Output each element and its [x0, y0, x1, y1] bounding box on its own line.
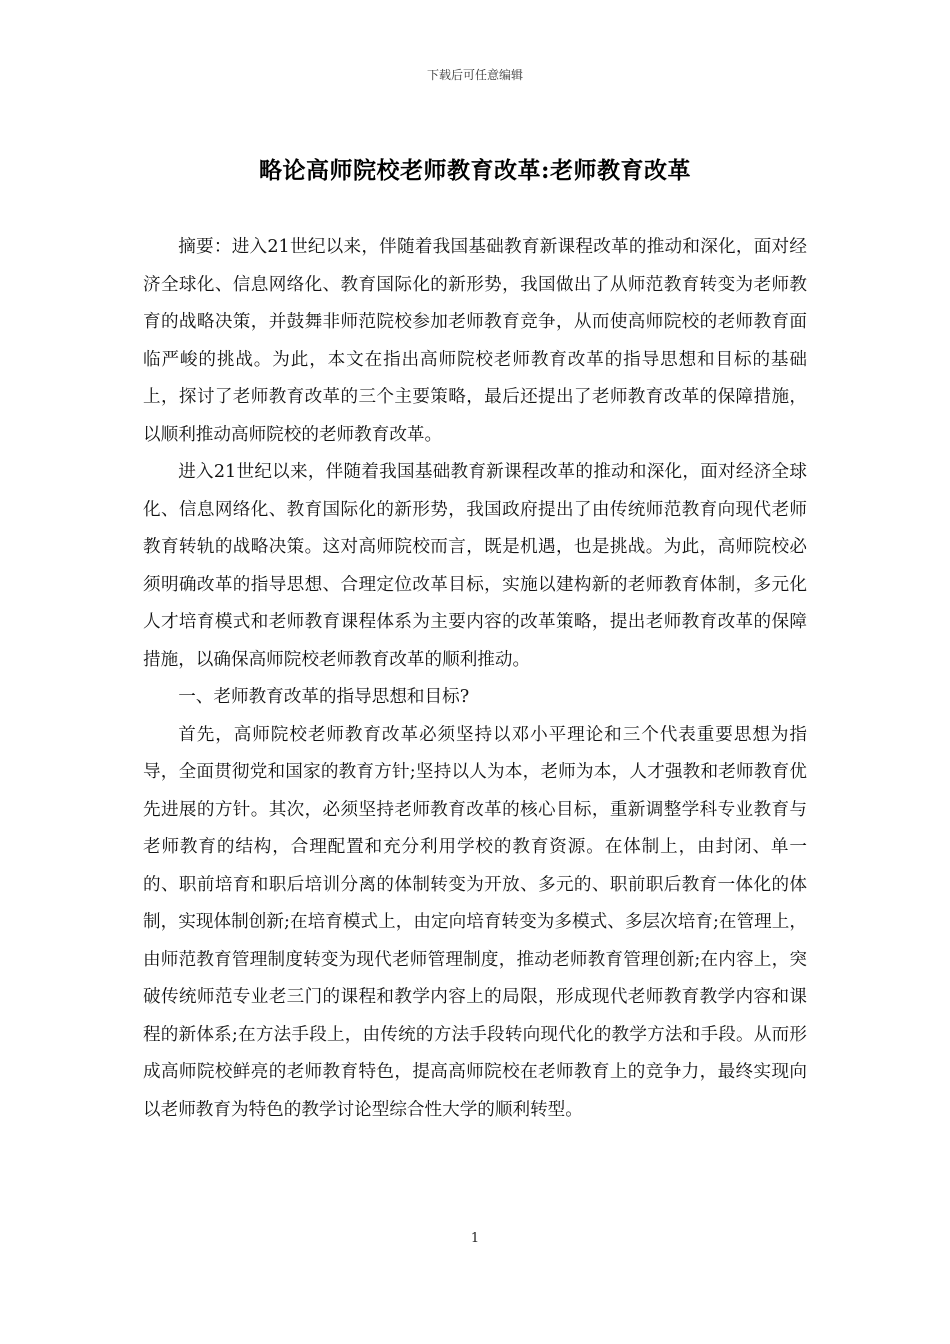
abstract-paragraph: 摘要：进入21世纪以来，伴随着我国基础教育新课程改革的推动和深化，面对经济全球化、信息网络化、教育国际化的新形势，我国做出了从师范教育转变为老师教育的战略决策，并鼓舞非师范院校参加老师教育竞争，从而使高师院校的老师教育面临严峻的挑战。为此，本文在指出高师院校老师教育改革的指导思想和目标的基础上，探讨了老师教育改革的三个主要策略，最后还提出了老师教育改革的保障措施，以顺利推动高师院校的老师教育改革。	[143, 237, 807, 445]
page-number: 1	[470, 1231, 480, 1246]
header-note: 下载后可任意编辑	[426, 68, 523, 82]
intro-paragraph: 进入21世纪以来，伴随着我国基础教育新课程改革的推动和深化，面对经济全球化、信息网络化、教育国际化的新形势，我国政府提出了由传统师范教育向现代老师教育转轨的战略决策。这对高师院校而言，既是机遇，也是挑战。为此，高师院校必须明确改革的指导思想、合理定位改革目标，实施以建构新的老师教育体制，多元化人才培育模式和老师教育课程体系为主要内容的改革策略，提出老师教育改革的保障措施，以确保高师院校老师教育改革的顺利推动。	[143, 462, 807, 670]
section-heading: 一、老师教育改革的指导思想和目标?	[178, 687, 470, 707]
body-paragraph: 首先，高师院校老师教育改革必须坚持以邓小平理论和三个代表重要思想为指导，全面贯彻党和国家的教育方针;坚持以人为本，老师为本，人才强教和老师教育优先进展的方针。其次，必须坚持老师教育改革的核心目标，重新调整学科专业教育与老师教育的结构，合理配置和充分利用学校的教育资源。在体制上，由封闭、单一的、职前培育和职后培训分离的体制转变为开放、多元的、职前职后教育一体化的体制，实现体制创新;在培育模式上，由定向培育转变为多模式、多层次培育;在管理上，由师范教育管理制度转变为现代老师管理制度，推动老师教育管理创新;在内容上，突破传统师范专业老三门的课程和教学内容上的局限，形成现代老师教育教学内容和课程的新体系;在方法手段上，由传统的方法手段转向现代化的教学方法和手段。从而形成高师院校鲜亮的老师教育特色，提高高师院校在老师教育上的竞争力，最终实现向以老师教育为特色的教学讨论型综合性大学的顺利转型。	[143, 724, 807, 1120]
document-body	[143, 229, 807, 1129]
document-title: 略论高师院校老师教育改革:老师教育改革	[259, 157, 691, 184]
